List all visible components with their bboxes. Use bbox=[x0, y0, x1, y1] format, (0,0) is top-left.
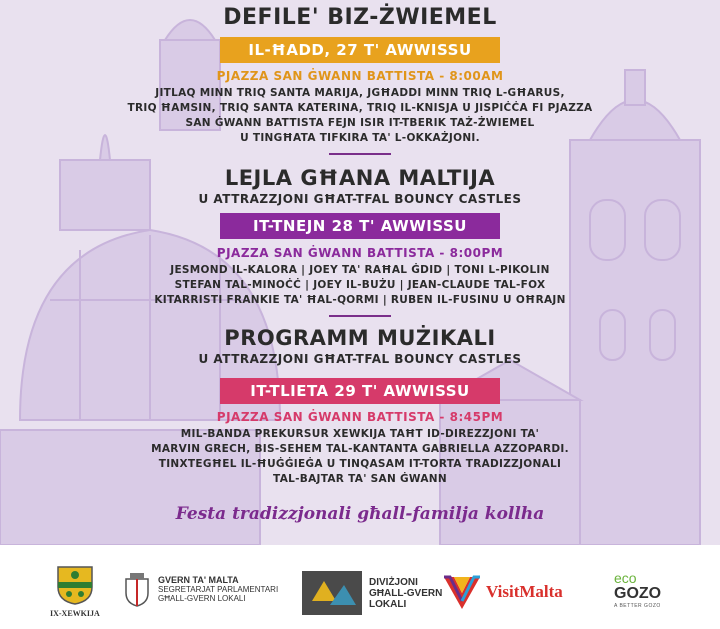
event2-location: PJAZZA SAN ĠWANN BATTISTA - 8:00PM bbox=[216, 246, 504, 260]
visitmalta-logo bbox=[442, 573, 563, 611]
event3-title: PROGRAMM MUŻIKALI bbox=[224, 326, 496, 350]
event1-date-badge: IL-ĦADD, 27 T' AWWISSU bbox=[220, 37, 500, 63]
eco-text: eco bbox=[614, 570, 637, 586]
divizjoni-line3: LOKALI bbox=[369, 598, 407, 610]
event1-title: DEFILE' BIZ-ŻWIEMEL bbox=[223, 5, 497, 30]
visitmalta-text: VisitMalta bbox=[486, 582, 563, 601]
event3-line: TAL-BAJTAR TA' SAN ĠWANN bbox=[273, 473, 447, 485]
sponsor-footer bbox=[0, 545, 720, 629]
visitmalta-emblem-icon bbox=[442, 573, 482, 611]
malta-emblem-icon bbox=[122, 571, 152, 607]
event2-line: STEFAN TAL-MINOĊĊ | JOEY IL-BUŻU | JEAN-CLAUDE TAL-FOX bbox=[174, 279, 546, 291]
event2-title: LEJLA GĦANA MALTIJA bbox=[224, 166, 496, 190]
divider bbox=[329, 153, 391, 155]
xewkija-logo bbox=[50, 565, 100, 618]
event3-location: PJAZZA SAN ĠWANN BATTISTA - 8:45PM bbox=[216, 410, 504, 424]
gvern-line3: GĦALL-GVERN LOKALI bbox=[158, 594, 246, 603]
event1-line: SAN ĠWANN BATTISTA FEJN ISIR IT-TBERIK TAŻ-ŻWIEMEL bbox=[185, 117, 535, 129]
event1-line: U TINGĦATA TIFKIRA TA' L-OKKAŻJONI. bbox=[240, 132, 480, 144]
event2-line: JESMOND IL-KALORA | JOEY TA' RAĦAL ĠDID | TONI L-PIKOLIN bbox=[170, 264, 550, 276]
tagline: Festa tradizzjonali għall-familja kollha bbox=[175, 504, 545, 524]
event1-line: TRIQ ĦAMSIN, TRIQ SANTA KATERINA, TRIQ IL-KNISJA U JISPIĊĊA FI PJAZZA bbox=[127, 102, 593, 114]
divizjoni-logo bbox=[302, 571, 442, 615]
divizjoni-line2: GĦALL-GVERN bbox=[369, 587, 443, 599]
event2-line: KITARRISTI FRANKIE TA' ĦAL-QORMI | RUBEN IL-FUSINU U OĦRAJN bbox=[154, 294, 566, 306]
event3-line: TINXTEGĦEL IL-ĦUĠĠIEĠA U TINQASAM IT-TORTA TRADIZZJONALI bbox=[158, 458, 562, 470]
gvern-line1: GVERN TA' MALTA bbox=[158, 575, 239, 585]
event2-subtitle: U ATTRAZZJONI GĦAT-TFAL BOUNCY CASTLES bbox=[198, 192, 522, 206]
event2-date-badge: IT-TNEJN 28 T' AWWISSU bbox=[220, 213, 500, 239]
gvern-line2: SEGRETARJAT PARLAMENTARI bbox=[158, 585, 279, 594]
event3-subtitle: U ATTRAZZJONI GĦAT-TFAL BOUNCY CASTLES bbox=[198, 352, 522, 366]
xewkija-crest-icon bbox=[56, 565, 94, 605]
ecogozo-logo bbox=[614, 571, 661, 609]
event1-location: PJAZZA SAN ĠWANN BATTISTA - 8:00AM bbox=[216, 69, 504, 83]
gozo-text: GOZO bbox=[614, 585, 662, 602]
xewkija-label: IX-XEWKIJA bbox=[50, 609, 100, 618]
gozo-tag: A BETTER GOZO bbox=[614, 603, 661, 609]
event1-line: JITLAQ MINN TRIQ SANTA MARIJA, JGĦADDI MINN TRIQ L-GĦARUS, bbox=[155, 87, 565, 99]
event3-description bbox=[80, 427, 640, 487]
divizjoni-emblem-icon bbox=[302, 571, 362, 615]
event3-line: MIL-BANDA PREKURSUR XEWKIJA TAĦT ID-DIREZZJONI TA' bbox=[180, 428, 540, 440]
event2-description bbox=[80, 263, 640, 308]
divider bbox=[329, 315, 391, 317]
event3-date-badge: IT-TLIETA 29 T' AWWISSU bbox=[220, 378, 500, 404]
event1-description bbox=[80, 86, 640, 146]
event3-line: MARVIN GRECH, BIS-SEHEM TAL-KANTANTA GABRIELLA AZZOPARDI. bbox=[151, 443, 569, 455]
divizjoni-line1: DIVIŻJONI bbox=[369, 576, 418, 588]
gvern-logo bbox=[122, 571, 278, 607]
